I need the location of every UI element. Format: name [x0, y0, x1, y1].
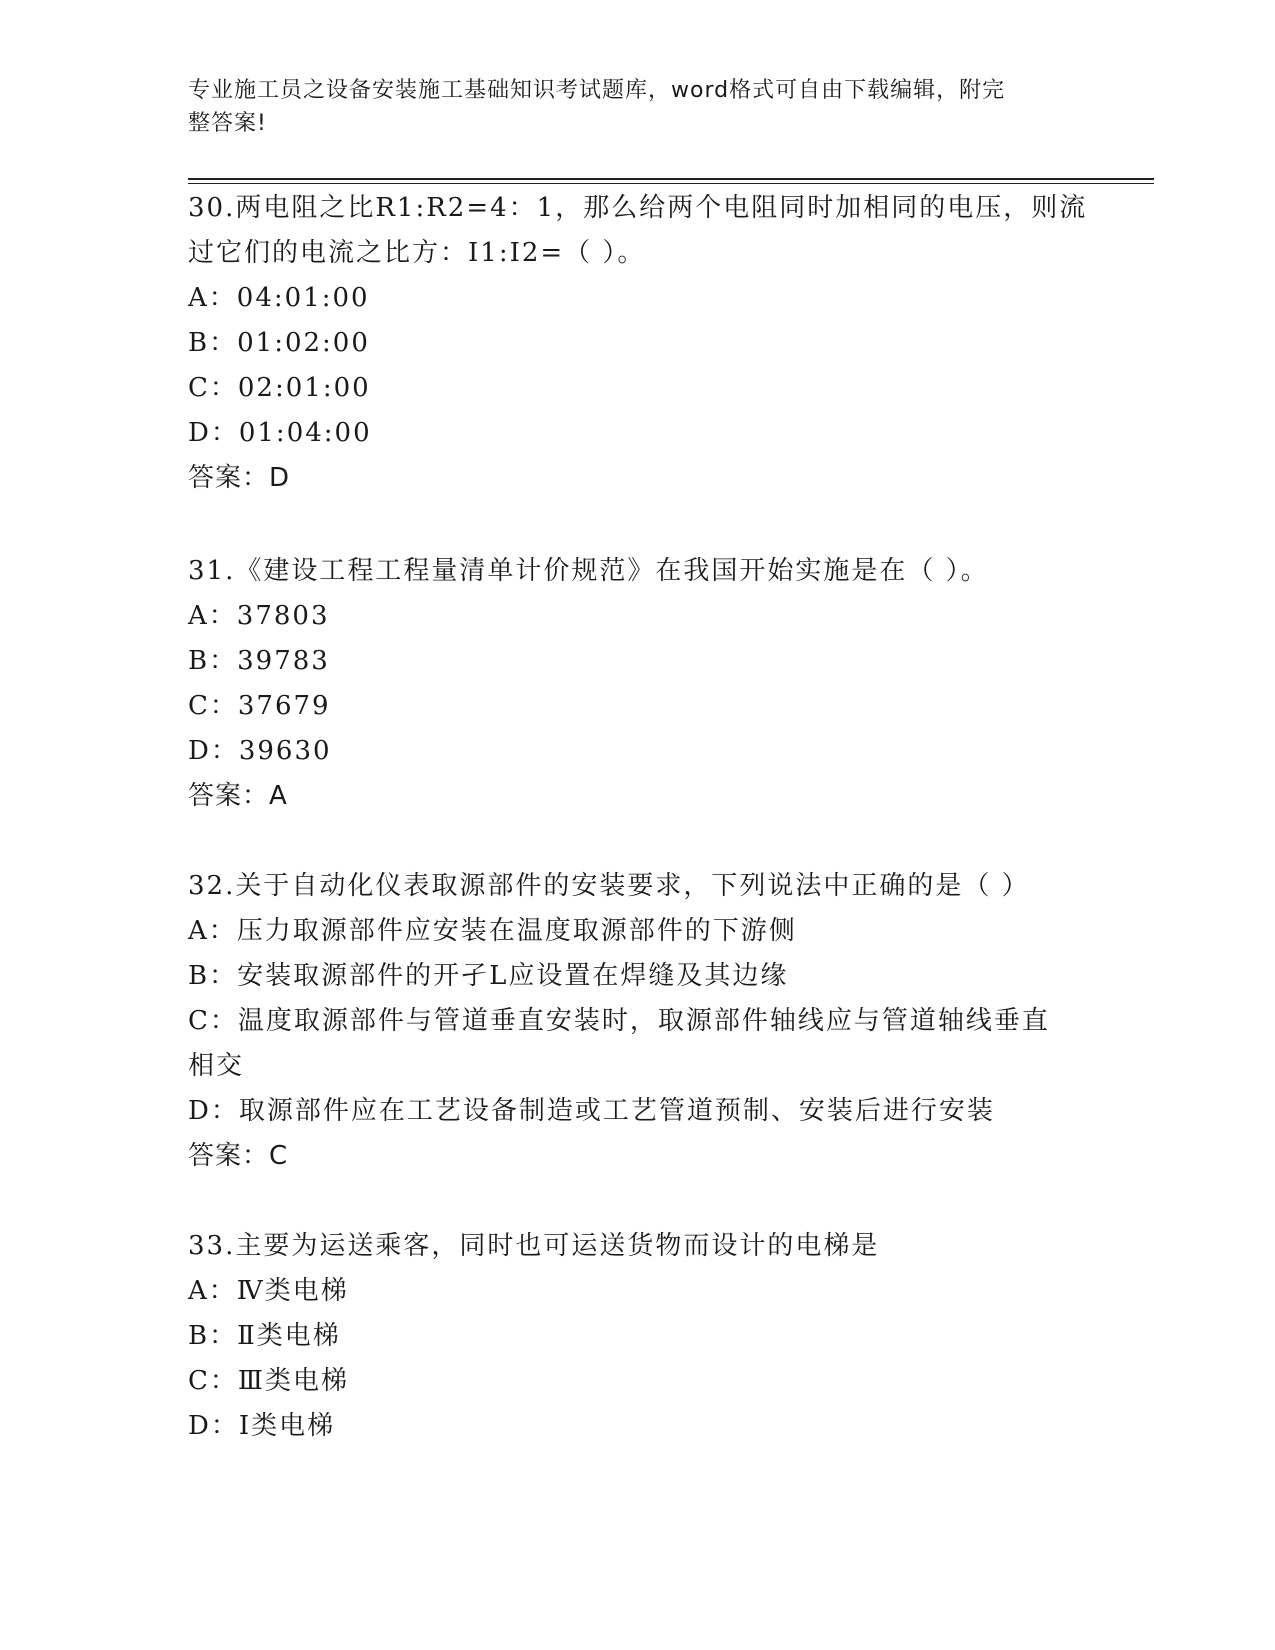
q32-option-a: A：压力取源部件应安装在温度取源部件的下游侧 — [188, 916, 797, 946]
q30-option-c: C：02:01:00 — [188, 373, 371, 403]
q31-option-c: C：37679 — [188, 691, 331, 721]
q30-stem-line-2: 过它们的电流之比方：I1:I2=（ ）。 — [188, 238, 646, 268]
q32-stem-line-1: 32.关于自动化仪表取源部件的安装要求，下列说法中正确的是（ ） — [188, 871, 1030, 901]
q30-option-d: D：01:04:00 — [188, 418, 372, 448]
header-line-1: 专业施工员之设备安装施工基础知识考试题库，word格式可自由下载编辑，附完 — [188, 78, 1006, 103]
q31-option-a: A：37803 — [188, 601, 330, 631]
q31-stem-line-1: 31.《建设工程工程量清单计价规范》在我国开始实施是在（ ）。 — [188, 556, 989, 586]
header-rule-thin — [188, 183, 1154, 184]
q30-answer: 答案：D — [188, 463, 291, 493]
q31-option-d: D：39630 — [188, 736, 332, 766]
q32-answer: 答案：C — [188, 1141, 289, 1171]
q33-option-b: B：Ⅱ类电梯 — [188, 1321, 341, 1351]
q30-option-b: B：01:02:00 — [188, 328, 370, 358]
q32-option-c: C：温度取源部件与管道垂直安装时，取源部件轴线应与管道轴线垂直 — [188, 1006, 1050, 1036]
q32-option-d: D：取源部件应在工艺设备制造或工艺管道预制、安装后进行安装 — [188, 1096, 995, 1126]
q32-option-b: B：安装取源部件的开孑L应设置在焊缝及其边缘 — [188, 961, 789, 991]
q33-stem-line-1: 33.主要为运送乘客，同时也可运送货物而设计的电梯是 — [188, 1231, 880, 1261]
q30-option-a: A：04:01:00 — [188, 283, 370, 313]
document-header — [188, 74, 1068, 140]
q30-stem-line-1: 30.两电阻之比R1:R2=4：1，那么给两个电阻同时加相同的电压，则流 — [188, 193, 1088, 223]
q31-answer: 答案：A — [188, 781, 288, 811]
q32-option-c-continued: 相交 — [188, 1051, 245, 1081]
q31-option-b: B：39783 — [188, 646, 330, 676]
q33-option-c: C：Ⅲ类电梯 — [188, 1366, 349, 1396]
header-line-2: 整答案! — [188, 111, 267, 136]
header-rule-thick — [188, 178, 1154, 180]
q33-option-a: A：Ⅳ类电梯 — [188, 1276, 349, 1306]
q33-option-d: D：Ⅰ类电梯 — [188, 1411, 336, 1441]
